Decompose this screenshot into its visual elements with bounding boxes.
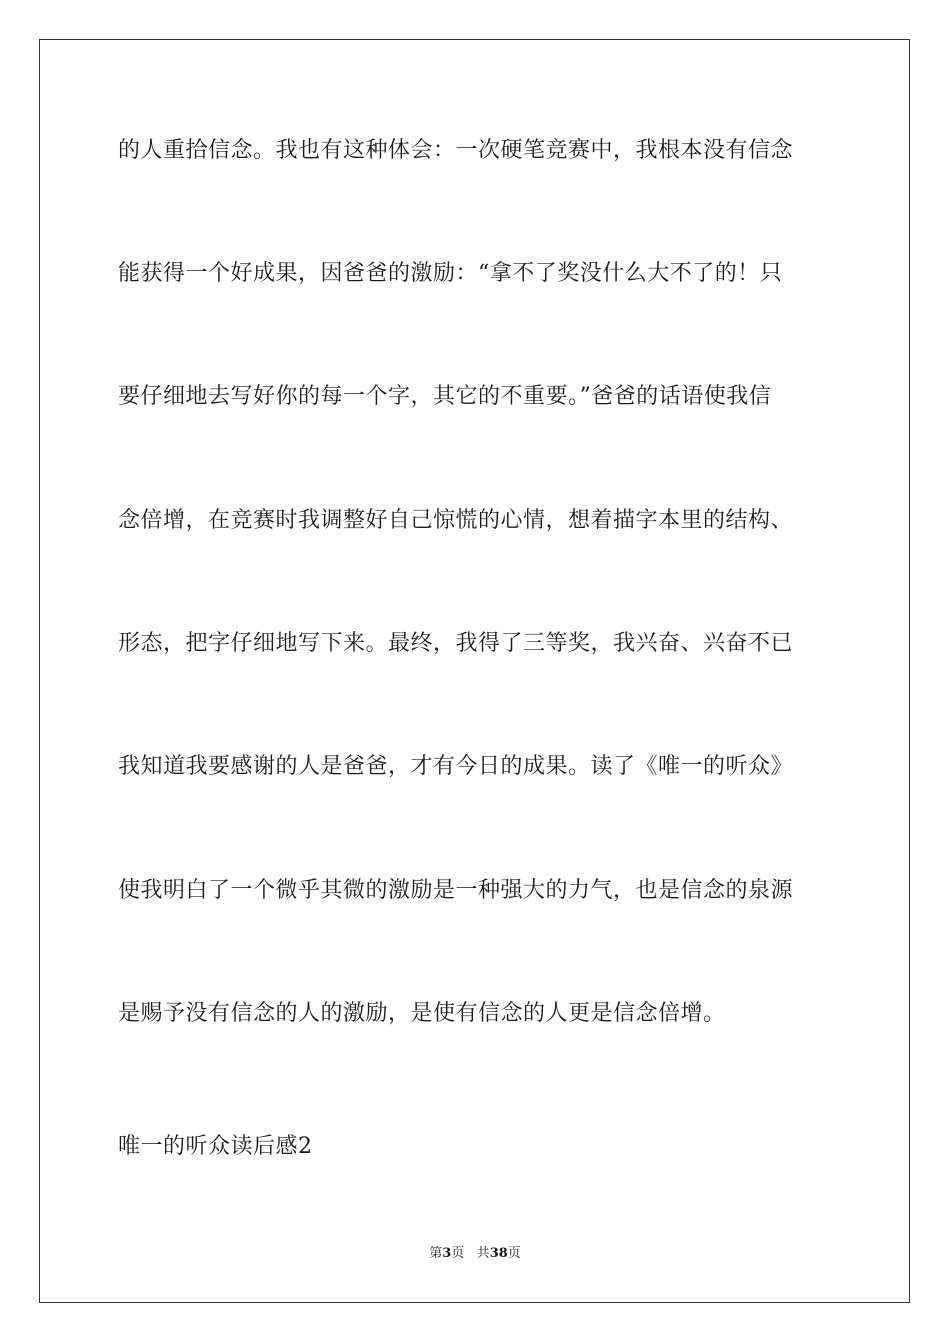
body-line-6: 我知道我要感谢的人是爸爸，才有今日的成果。读了《唯一的听众》 bbox=[118, 754, 794, 779]
total-prefix: 共 bbox=[476, 1246, 490, 1261]
page-prefix: 第 bbox=[429, 1246, 443, 1261]
body-line-2: 能获得一个好成果，因爸爸的激励：“拿不了奖没什么大不了的！只 bbox=[118, 261, 783, 286]
body-line-5: 形态，把字仔细地写下来。最终，我得了三等奖，我兴奋、兴奋不已 bbox=[118, 631, 794, 656]
total-pages: 38 bbox=[489, 1246, 508, 1261]
body-line-3: 要仔细地去写好你的每一个字，其它的不重要。”爸爸的话语使我信 bbox=[118, 384, 772, 409]
body-line-4: 念倍增，在竞赛时我调整好自己惊慌的心情，想着描字本里的结构、 bbox=[118, 508, 794, 533]
page-number: 3 bbox=[442, 1246, 452, 1261]
page-footer bbox=[0, 1245, 950, 1263]
page-suffix: 页 bbox=[451, 1246, 465, 1261]
page-border bbox=[39, 39, 910, 1303]
total-suffix: 页 bbox=[507, 1246, 521, 1261]
body-line-7: 使我明白了一个微乎其微的激励是一种强大的力气，也是信念的泉源 bbox=[118, 878, 794, 903]
section-heading: 唯一的听众读后感2 bbox=[118, 1134, 313, 1159]
body-line-1: 的人重拾信念。我也有这种体会：一次硬笔竞赛中，我根本没有信念 bbox=[118, 138, 794, 163]
body-line-8: 是赐予没有信念的人的激励，是使有信念的人更是信念倍增。 bbox=[118, 1001, 726, 1026]
